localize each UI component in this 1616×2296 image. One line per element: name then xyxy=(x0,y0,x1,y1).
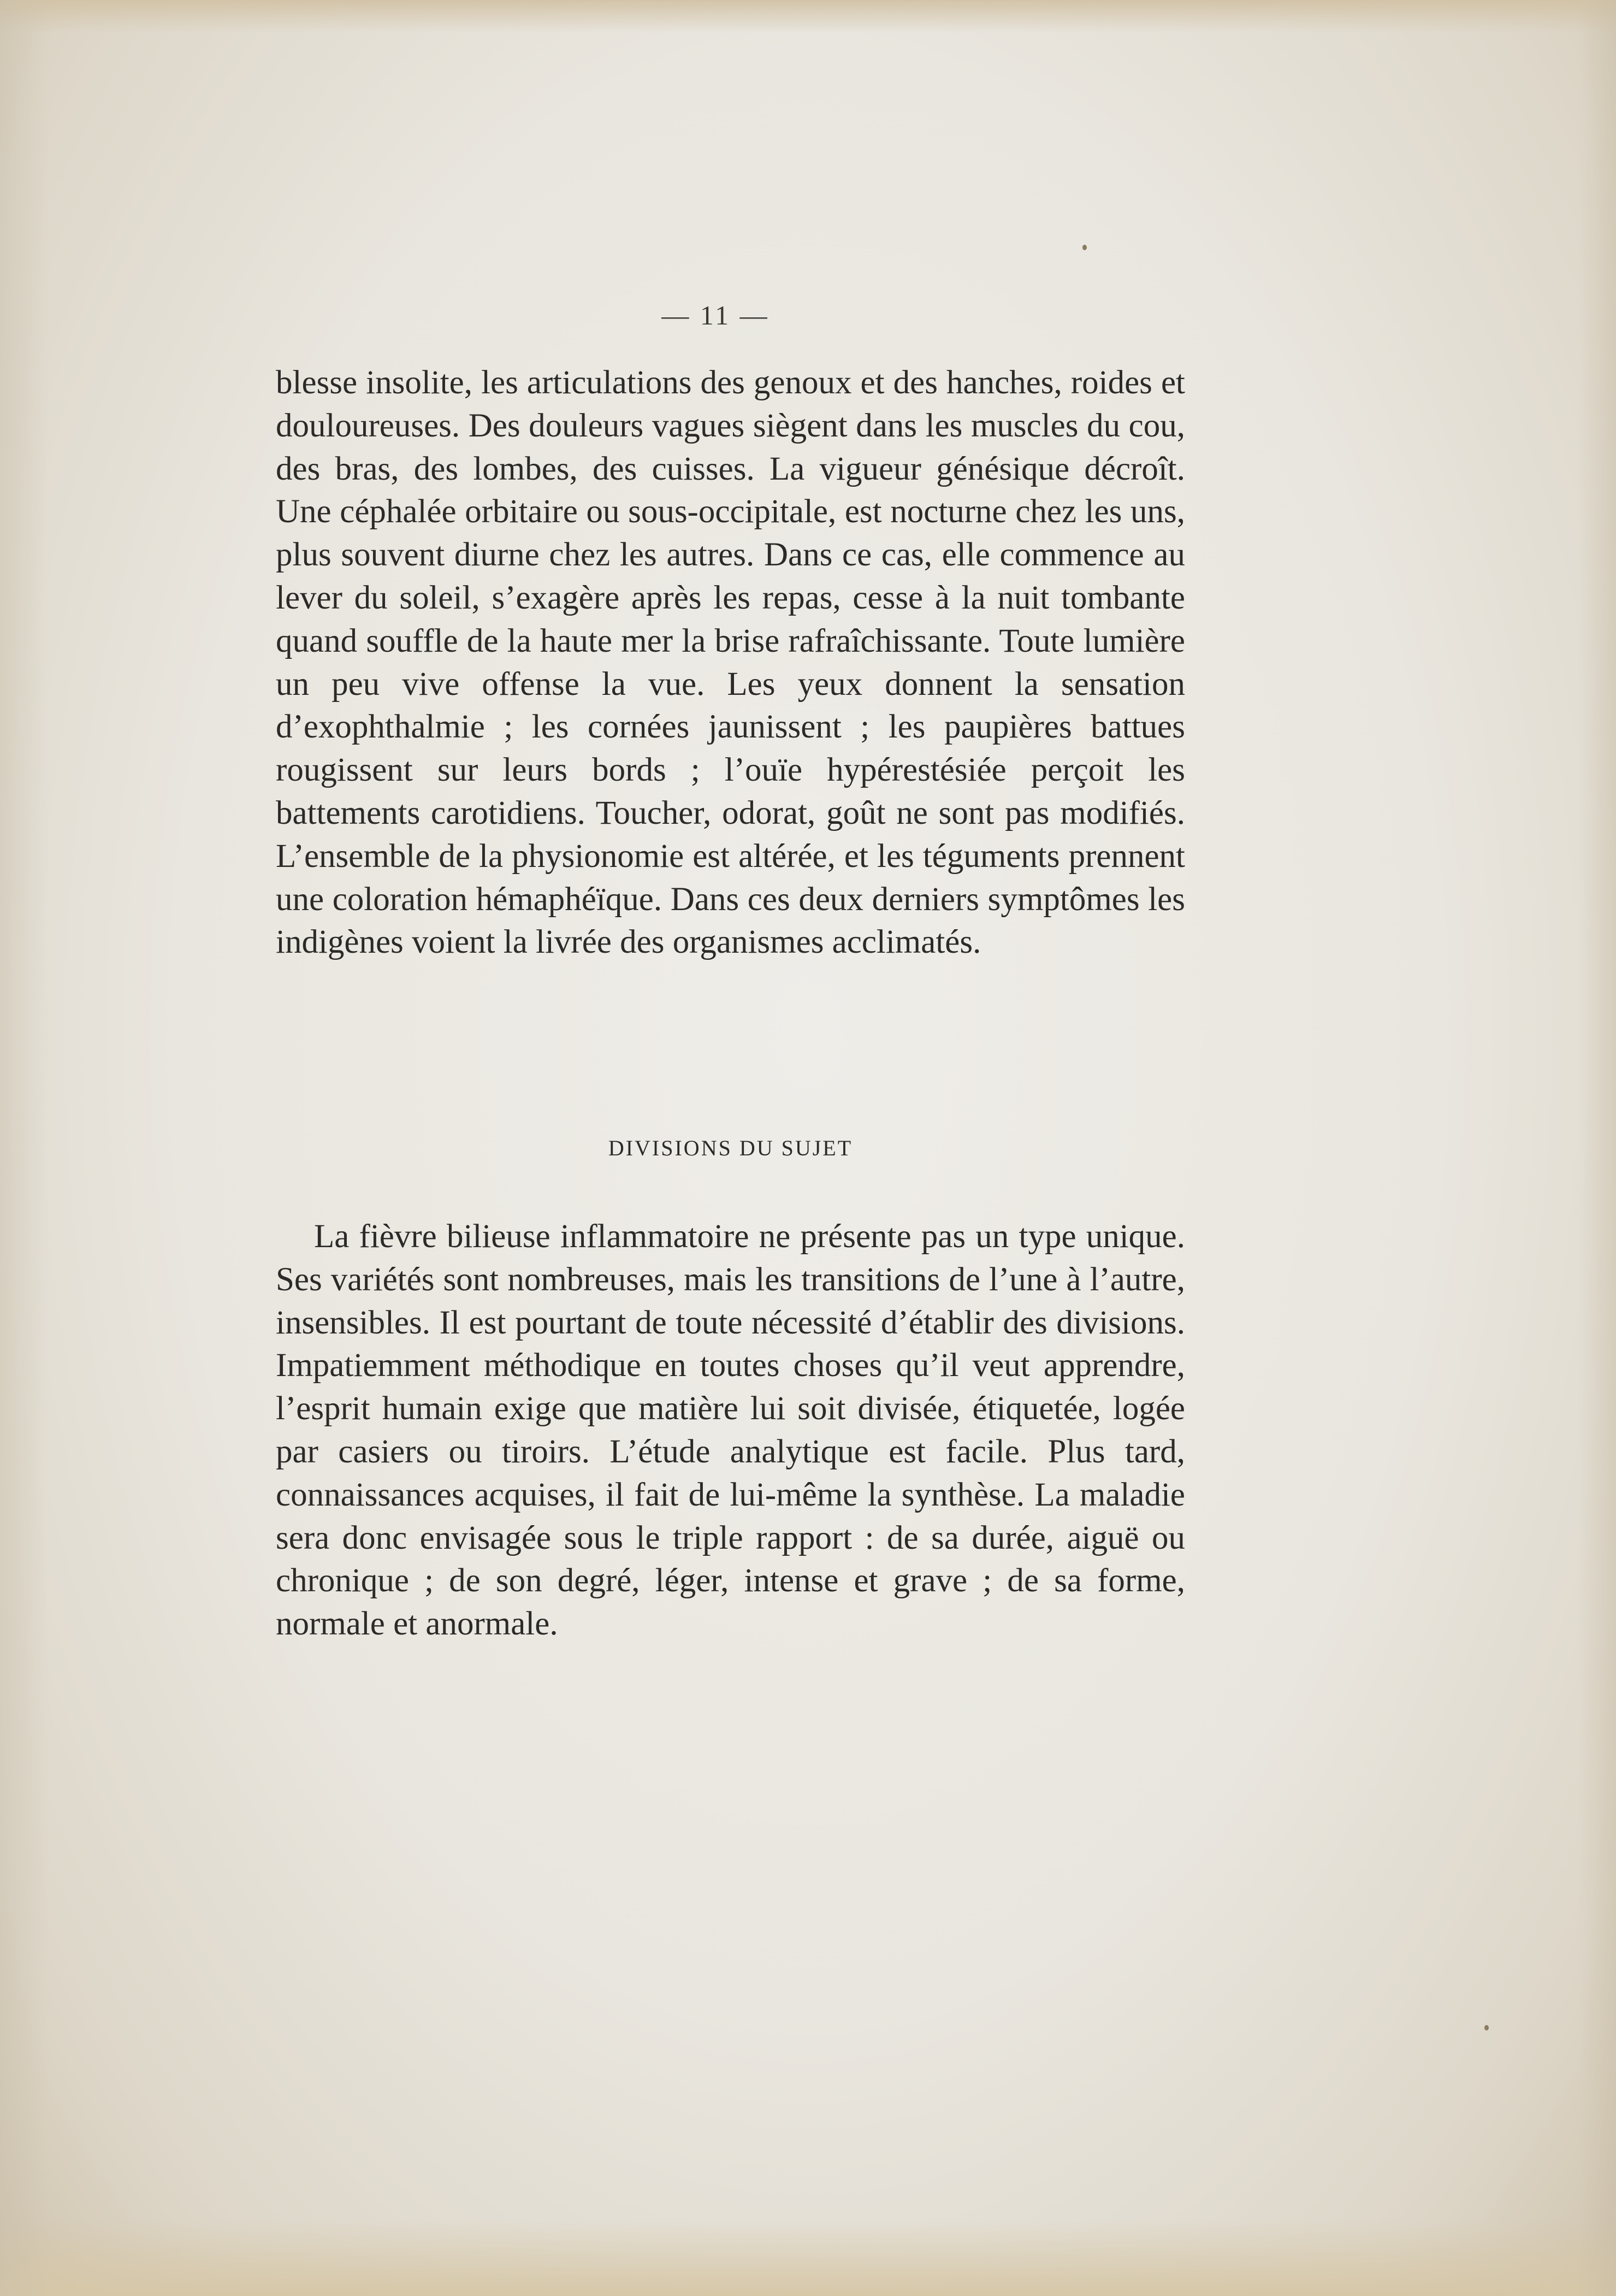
page-number: — 11 — xyxy=(661,300,769,330)
page-edge-top xyxy=(0,0,1616,33)
paper-speck xyxy=(1082,245,1087,250)
paragraph-symptoms: blesse insolite, les articulations des genoux et des hanches, roides et douloureuses. Des douleurs vagues siègent dans les muscles du cou, des bras, des lombes, des cuisses. La vigueur génésique décroît. Une céphalée orbitaire ou sous-occipitale, est nocturne chez les uns, plus souvent diurne chez les autres. Dans ce cas, elle commence au lever du soleil, s’exagère après les repas, cesse à la nuit tombante quand souffle de la haute mer la brise rafraîchissante. Toute lumière un peu vive offense la vue. Les yeux donnent la sensation d’exophthalmie ; les cornées jaunissent ; les paupières battues rougissent sur leurs bords ; l’ouïe hypérestésiée perçoit les battements carotidiens. Toucher, odorat, goût ne sont pas modifiés. L’ensemble de la physionomie est altérée, et les téguments prennent une coloration hémaphéïque. Dans ces deux derniers symptômes les indigènes voient la livrée des organismes acclimatés. xyxy=(276,364,1185,961)
section-heading: DIVISIONS DU SUJET xyxy=(608,1136,853,1160)
paragraph-divisions: La fièvre bilieuse inflammatoire ne présente pas un type unique. Ses variétés sont nombreuses, mais les transitions de l’une à l’autre, insensibles. Il est pourtant de toute nécessité d’établir des divisions. Impatiemment méthodique en toutes choses qu’il veut apprendre, l’esprit humain exige que matière lui soit divisée, étiquetée, logée par casiers ou tiroirs. L’étude analytique est facile. Plus tard, connaissances acquises, il fait de lui-même la synthèse. La maladie sera donc envisagée sous le triple rapport : de sa durée, aiguë ou chronique ; de son degré, léger, intense et grave ; de sa forme, normale et anormale. xyxy=(276,1218,1185,1643)
page-edge-bottom xyxy=(0,2220,1616,2296)
page-edge-left xyxy=(0,0,49,2296)
paper-speck xyxy=(1484,2025,1489,2031)
page-edge-right xyxy=(1578,0,1616,2296)
